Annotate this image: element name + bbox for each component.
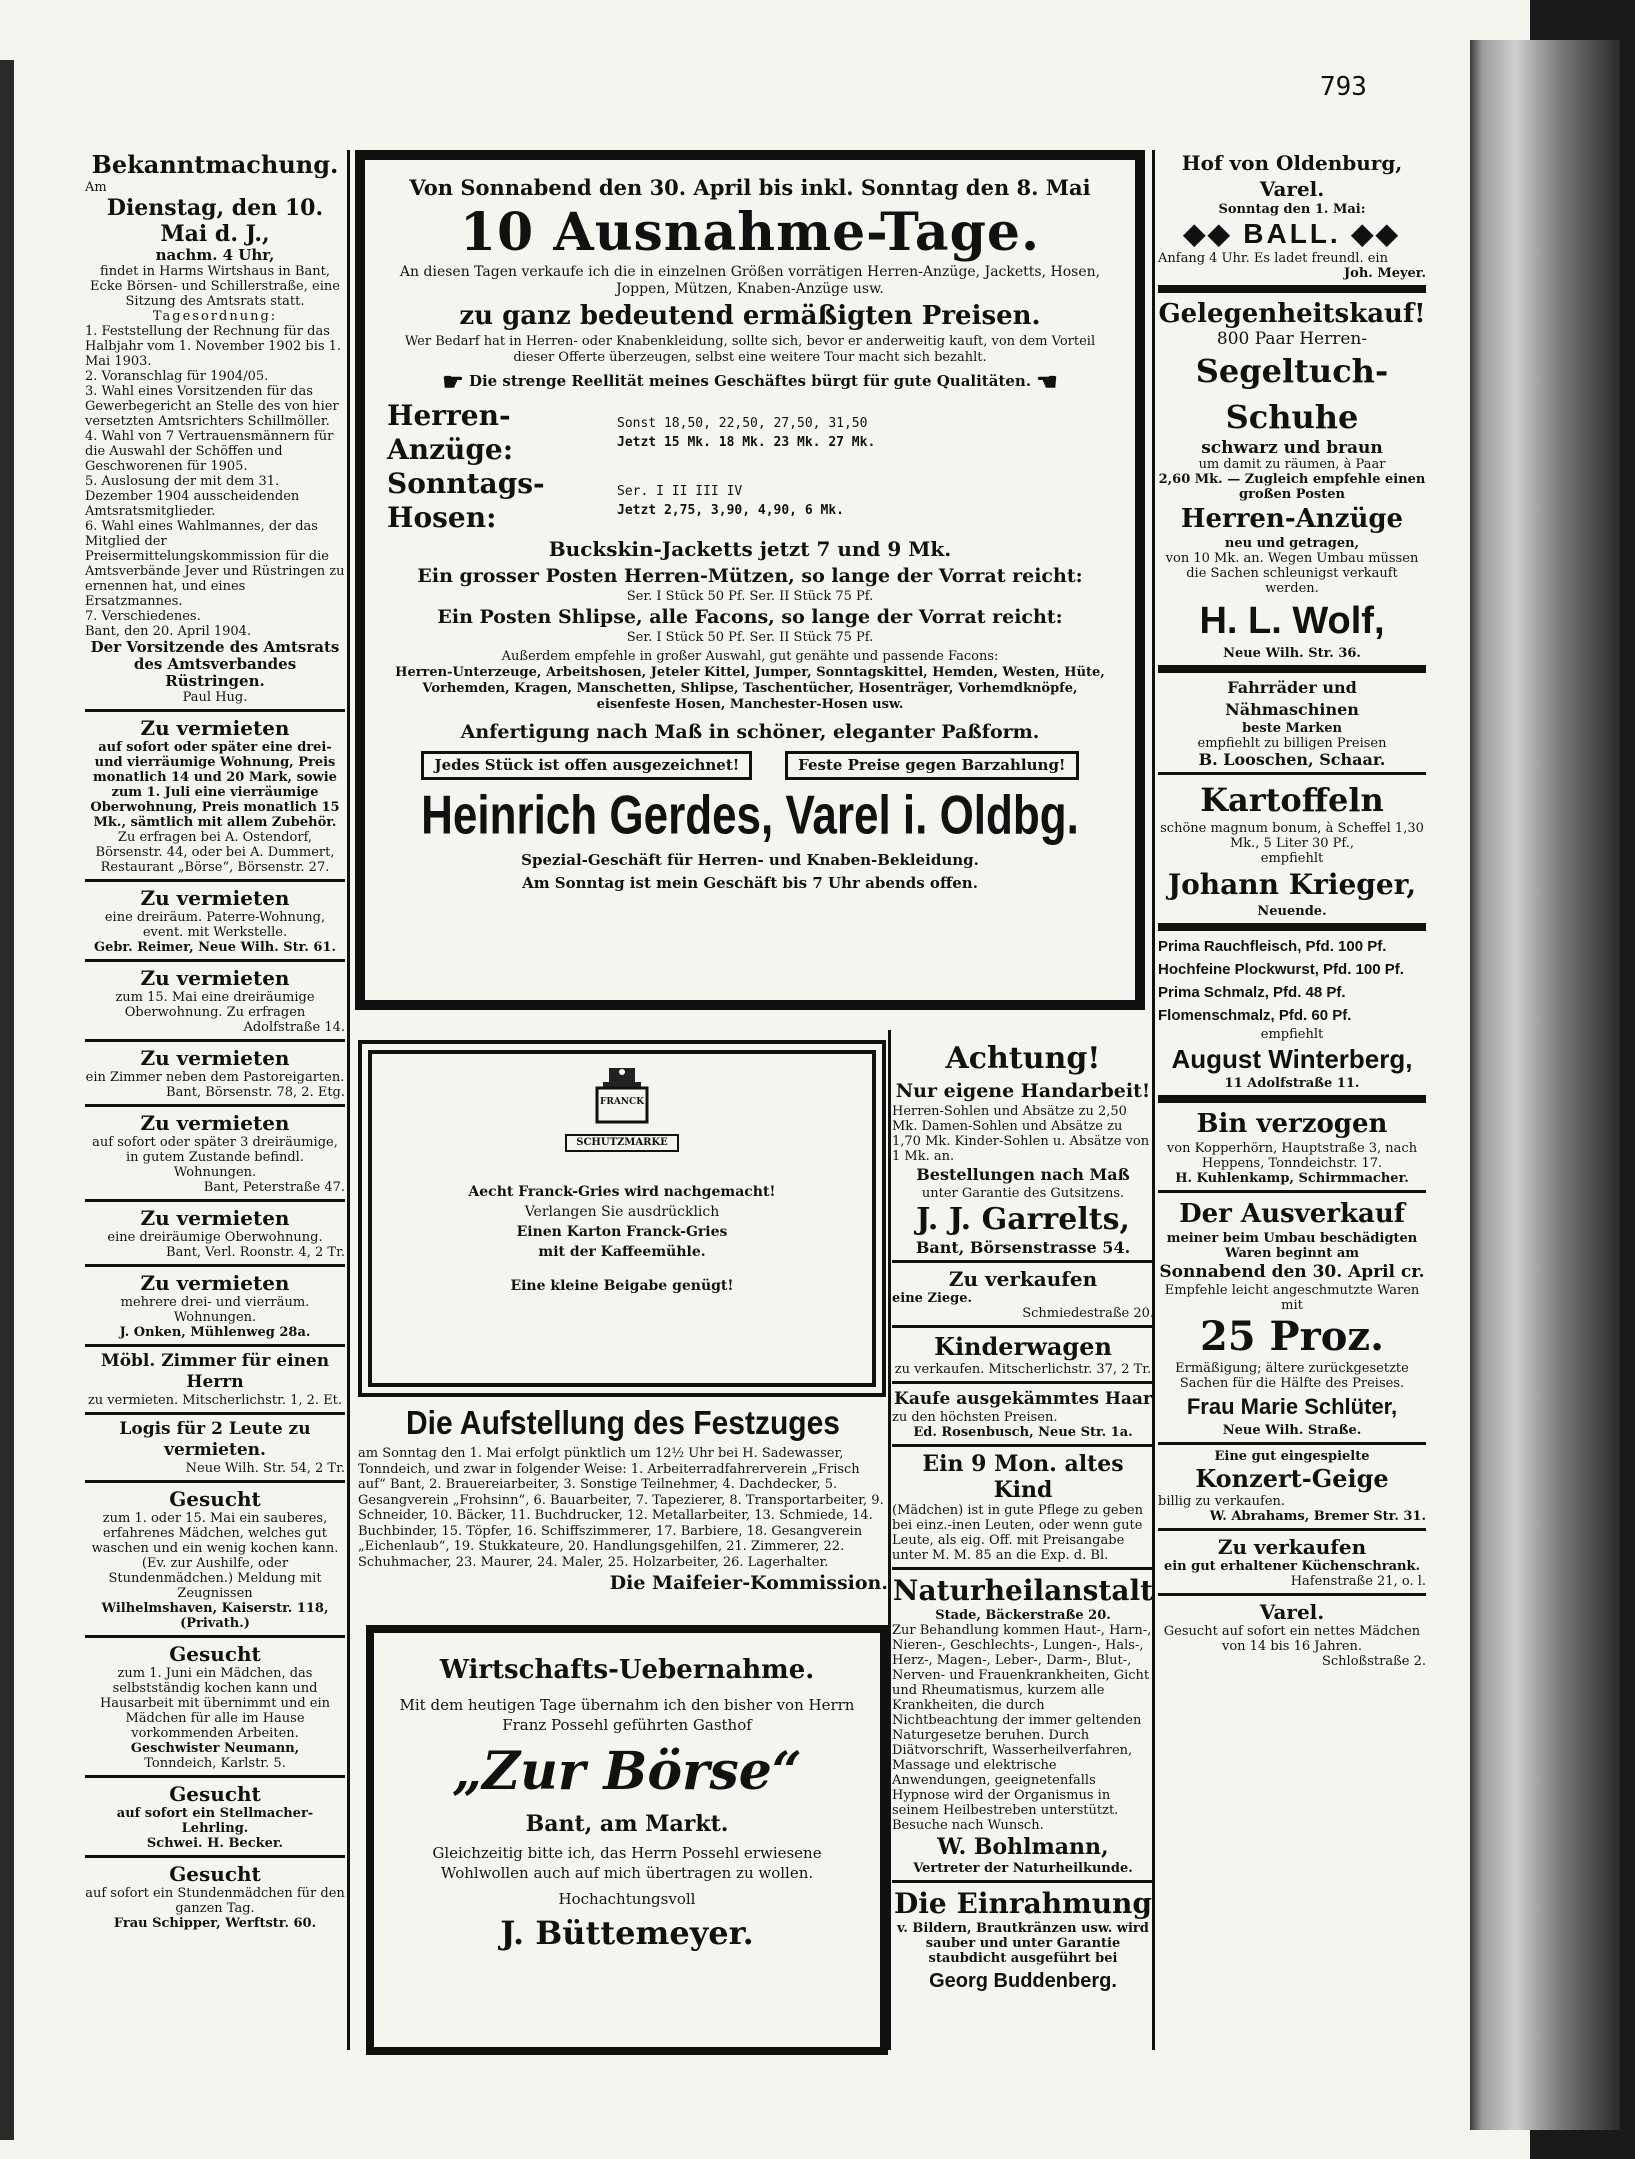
ad-reell: Die strenge Reellität meines Geschäftes bürgt für gute Qualitäten. (468, 372, 1032, 390)
ausv-date: Sonnabend den 30. April cr. (1159, 1262, 1425, 1282)
gel-paar: 800 Paar Herren- (1216, 329, 1368, 349)
festzug-title: Die Aufstellung des Festzuges (406, 1405, 840, 1442)
ad-sig: Schwei. H. Becker. (146, 1836, 284, 1851)
ad-text: zum 15. Mai eine dreiräumige Oberwohnung. Zu erfragen (115, 990, 315, 1020)
verz-sig: H. Kuhlenkamp, Schirmmacher. (1175, 1171, 1409, 1186)
neuende: Neuende. (1257, 904, 1327, 919)
festzug-text: am Sonntag den 1. Mai erfolgt pünktlich um 12½ Uhr bei H. Sadewasser, Tonndeich, und zwar in folgender Weise: 1. Arbeiterradfahrerverein „Frisch auf“ Bant, 2. Brauereiarbeiter, 3. Sonstige Teilnehmer, 4. Dachdecker, 5. Gesangverein „Frohsinn“, 6. Bauarbeiter, 7. Tapezierer, 8. Transportarbeiter, 9. Schneider, 10. Bäcker, 11. Buchdrucker, 12. Metallarbeiter, 13. Schmiede, 14. Buchbinder, 15. Töpfer, 16. Schiffszimmerer, 17. Barbiere, 18. Gesangverein „Eichenlaub“, 19. Stukkateure, 20. Handlungsgehilfen, 21. Zimmerer, 22. Schuhmacher, 23. Maurer, 24. Maler, 25. Holzarbeiter, 26. Lagerhalter. (358, 1446, 884, 1570)
ad-text: Zu erfragen bei A. Ostendorf, Börsenstr. 44, oder bei A. Dummert, Restaurant „Börse“, Börsenstr. 27. (95, 830, 335, 875)
ad-headline: 10 Ausnahme-Tage. (459, 202, 1041, 263)
ad-sig: W. Bohlmann, (937, 1834, 1109, 1860)
ad-title: Naturheilanstalt (892, 1574, 1154, 1607)
fahr-title: Fahrräder und Nähmaschinen (1225, 678, 1359, 719)
anzuege-jetzt: Jetzt 15 Mk. 18 Mk. 23 Mk. 27 Mk. (617, 435, 876, 450)
schutzmarke: SCHUTZMARKE (565, 1134, 679, 1152)
bek-item: 4. Wahl von 7 Vertrauensmännern für die Auswahl der Schöffen und Geschworenen für 1905. (85, 429, 334, 474)
ad-sig: Frau Schipper, Werftstr. 60. (113, 1916, 317, 1931)
wirt-text: Gleichzeitig bitte ich, das Herrn Possehl erwiesene Wohlwollen auch auf mich übertragen zu wollen. (432, 1844, 822, 1882)
bek-intro: findet in Harms Wirtshaus in Bant, Ecke Börsen- und Schillerstraße, eine Sitzung des Amtsrats statt. (90, 264, 340, 309)
hosen-jetzt: Jetzt 2,75, 3,90, 4,90, 6 Mk. (617, 503, 844, 518)
geige-text: Eine gut eingespielte (1214, 1449, 1370, 1464)
gel-herren: Herren-Anzüge (1180, 504, 1404, 534)
varel-text: Gesucht auf sofort ein nettes Mädchen von 14 bis 16 Jahren. (1163, 1624, 1421, 1654)
vk-addr: Hafenstraße 21, o. l. (1290, 1574, 1426, 1589)
franck-line: Aecht Franck-Gries wird nachgemacht! (468, 1184, 776, 1200)
ad-title: Gesucht (169, 1862, 261, 1886)
ad-title: Zu vermieten (140, 1271, 290, 1295)
geige-sig: W. Abrahams, Bremer Str. 31. (1209, 1509, 1426, 1524)
ad-title: Gesucht (169, 1487, 261, 1511)
bek-signer: des Amtsverbandes Rüstringen. (133, 655, 297, 690)
fahr-text: beste Marken (1242, 721, 1342, 736)
ad-text: Wer Bedarf hat in Herren- oder Knabenkleidung, sollte sich, bevor er anderweitig kauft, von dem Vorteil dieser Offerte überzeugen, selbst eine weitere Tour macht sich bezahlt. (404, 334, 1096, 365)
ad-title: Zu vermieten (140, 886, 290, 910)
ad-title: Zu verkaufen (948, 1267, 1098, 1291)
label-box: Jedes Stück ist offen ausgezeichnet! (421, 751, 752, 780)
ad-sig: Gebr. Reimer, Neue Wilh. Str. 61. (93, 940, 337, 955)
ad-sig: Vertreter der Naturheilkunde. (913, 1861, 1133, 1876)
achtung: Achtung! (945, 1041, 1101, 1076)
segeltuch: Segeltuch-Schuhe (1195, 352, 1389, 436)
geige-title: Konzert-Geige (1195, 1464, 1389, 1493)
ad-sig: Bant, Peterstraße 47. (203, 1180, 345, 1195)
hosen-ser: Ser. I II III IV (617, 484, 743, 499)
column-right (1158, 150, 1426, 1669)
bek-signer: Paul Hug. (182, 690, 248, 705)
ad-sig: Georg Buddenberg. (929, 1970, 1117, 1992)
schlips: Ein Posten Shlipse, alle Facons, so lange der Vorrat reicht: (437, 606, 1063, 628)
ad-sig: Bant, Börsenstr. 78, 2. Etg. (166, 1085, 345, 1100)
book-edge (1470, 40, 1620, 2130)
geige-text: billig zu verkaufen. (1158, 1494, 1286, 1509)
franck-line: Einen Karton Franck-Gries (516, 1224, 728, 1240)
ad-text: mehrere drei- und vierräum. Wohnungen. (120, 1295, 310, 1325)
ad-text: zu verkaufen. Mitscherlichstr. 37, 2 Tr. (894, 1362, 1152, 1377)
spezial: Spezial-Geschäft für Herren- und Knaben-Bekleidung. (521, 851, 979, 869)
gel-von: von 10 Mk. an. Wegen Umbau müssen die Sachen schleunigst verkauft werden. (1165, 551, 1419, 596)
vk-text: ein gut erhaltener Küchenschrank. (1163, 1559, 1421, 1574)
schl-addr: Neue Wilh. Straße. (1222, 1423, 1362, 1438)
wirt-name: „Zur Börse“ (452, 1741, 802, 1802)
bek-tages: Tagesordnung: (152, 309, 278, 324)
ad-title: Ein 9 Mon. altes Kind (922, 1451, 1124, 1503)
price-item: Flomenschmalz, Pfd. 60 Pf. (1158, 1007, 1352, 1024)
ad-sig: Tonndeich, Karlstr. 5. (144, 1756, 286, 1771)
ad-title: Gesucht (169, 1642, 261, 1666)
fahr-text: empfiehlt zu billigen Preisen (1197, 736, 1387, 751)
wirt-hoch: Hochachtungsvoll (558, 1890, 696, 1908)
bek-date: Dienstag, den 10. Mai d. J., (106, 195, 324, 247)
wolf-addr: Neue Wilh. Str. 36. (1223, 646, 1361, 661)
ad-intro: An diesen Tagen verkaufe ich die in einzelnen Größen vorrätigen Herren-Anzüge, Jacketts, Hosen, Joppen, Mützen, Knaben-Anzüge usw. (399, 264, 1101, 297)
ad-title: Zu vermieten (140, 1206, 290, 1230)
ad-text: auf sofort oder später 3 dreiräumige, in gutem Zustande befindl. Wohnungen. (92, 1135, 338, 1180)
hof-date: Sonntag den 1. Mai: (1218, 202, 1366, 217)
binding-edge (0, 60, 14, 2140)
wb-empf: empfiehlt (1260, 1027, 1324, 1042)
garrelts: J. J. Garrelts, (916, 1202, 1130, 1237)
muetzen: Ein grosser Posten Herren-Mützen, so lange der Vorrat reicht: (417, 565, 1083, 587)
schlueter: Frau Marie Schlüter, (1186, 1394, 1398, 1419)
wirtschafts-advertisement (366, 1625, 888, 2055)
varel-title: Varel. (1259, 1600, 1325, 1624)
anzuege-sonst: Sonst 18,50, 22,50, 27,50, 31,50 (617, 416, 868, 431)
verz-text: von Kopperhörn, Hauptstraße 3, nach Heppens, Tonndeichstr. 17. (1166, 1141, 1418, 1171)
hof-sig: Joh. Meyer. (1344, 266, 1426, 281)
franck-line: Verlangen Sie ausdrücklich (524, 1204, 720, 1220)
coffee-mill-icon (587, 1066, 657, 1126)
ball: ◆◆ BALL. ◆◆ (1183, 218, 1401, 249)
ad-sig: Wilhelmshaven, Kaiserstr. 118, (Privath.) (101, 1601, 329, 1631)
ausserdem: Außerdem empfehle in großer Auswahl, gut genähte und passende Facons: (501, 649, 999, 664)
ad-title: Zu vermieten (140, 1111, 290, 1135)
ad-text: zu den höchsten Preisen. (892, 1410, 1058, 1425)
ad-text: eine dreiräum. Paterre-Wohnung, event. mit Werkstelle. (104, 910, 326, 940)
ad-text: eine Ziege. (892, 1291, 973, 1306)
bek-item: 7. Verschiedenes. (85, 609, 201, 624)
column-center-right (892, 1040, 1154, 1996)
ad-text: zum 1. oder 15. Mai ein sauberes, erfahrenes Mädchen, welches gut waschen und ein wenig kochen kann. (Ev. zur Aushilfe, oder Stundenmädchen.) Meldung mit Zeugnissen (91, 1511, 339, 1601)
column-rule (347, 150, 350, 2050)
franck-line: Eine kleine Beigabe genügt! (510, 1278, 734, 1294)
vk-title: Zu verkaufen (1217, 1535, 1367, 1559)
gel-text: um damit zu räumen, à Paar (1198, 457, 1386, 472)
ausv-text: meiner beim Umbau beschädigten Waren beginnt am (1166, 1231, 1418, 1261)
ad-addr: Stade, Bäckerstraße 20. (935, 1608, 1111, 1623)
page-number: 793 (1320, 72, 1367, 102)
ad-text: ein Zimmer neben dem Pastoreigarten. (85, 1070, 345, 1085)
ad-sig: Ed. Rosenbusch, Neue Str. 1a. (913, 1425, 1133, 1440)
hosen-label: Sonntags-Hosen: (387, 467, 545, 534)
hof-title: Hof von Oldenburg, Varel. (1181, 151, 1403, 201)
gel-title: Gelegenheitskauf! (1158, 299, 1426, 329)
garrelts-addr: Bant, Börsenstrasse 54. (915, 1238, 1131, 1257)
bek-am: Am (85, 180, 107, 195)
wb-addr: 11 Adolfstraße 11. (1224, 1076, 1360, 1091)
ad-title: Zu vermieten (140, 1046, 290, 1070)
ad-title: Die Einrahmung (894, 1887, 1152, 1920)
wirt-place: Bant, am Markt. (525, 1811, 729, 1837)
ad-text: zum 1. Juni ein Mädchen, das selbstständig kochen kann und Hausarbeit mit übernimmt und ein Mädchen für alle im Hause vorkommenden Arbeiten. (99, 1666, 331, 1741)
ad-text: v. Bildern, Brautkränzen usw. wird sauber und unter Garantie staubdicht ausgeführt bei (897, 1921, 1149, 1966)
bek-bant-date: Bant, den 20. April 1904. (85, 624, 252, 639)
ad-text: (Mädchen) ist in gute Pflege zu geben bei einz.-inen Leuten, oder wenn gute Leute, als eig. Off. mit Preisangabe unter M. M. 85 an die Exp. d. Bl. (892, 1503, 1143, 1563)
sohlen-prices: Herren-Sohlen und Absätze zu 2,50 Mk. Damen-Sohlen und Absätze zu 1,70 Mk. Kinder-Sohlen u. Absätze von 1 Mk. an. (892, 1104, 1150, 1164)
ad-addr: Schmiedestraße 20. (1022, 1306, 1154, 1321)
varel-addr: Schloßstraße 2. (1322, 1654, 1426, 1669)
gel-farbe: schwarz und braun (1201, 438, 1383, 458)
ad-sig: Bant, Verl. Roonstr. 4, 2 Tr. (166, 1245, 345, 1260)
ad-text: auf sofort oder später eine drei- und vierräumige Wohnung, Preis monatlich 14 und 20 Mark, sowie zum 1. Juli eine vierräumige Oberwohnung, Preis monatlich 15 Mk., sämtlich mit allem Zubehör. (90, 740, 340, 830)
winterberg: August Winterberg, (1171, 1044, 1413, 1074)
krieger: Johann Krieger, (1167, 868, 1417, 901)
ausv-title: Der Ausverkauf (1179, 1199, 1405, 1229)
anfertigung: Anfertigung nach Maß in schöner, eleganter Paßform. (460, 721, 1040, 743)
ad-title: Zu vermieten (140, 716, 290, 740)
ad-text: auf sofort ein Stundenmädchen für den ganzen Tag. (85, 1886, 345, 1916)
sonntag-hours: Am Sonntag ist mein Geschäft bis 7 Uhr abends offen. (522, 874, 978, 892)
ad-title: Zu vermieten (140, 966, 290, 990)
wolf: H. L. Wolf, (1199, 600, 1385, 642)
ad-title: Logis für 2 Leute zu vermieten. (119, 1419, 311, 1460)
ad-dates: Von Sonnabend den 30. April bis inkl. Sonntag den 8. Mai (409, 175, 1091, 200)
ad-text: eine dreiräumige Oberwohnung. (107, 1230, 323, 1245)
kart-title: Kartoffeln (1200, 781, 1384, 819)
bestellungen: Bestellungen nach Maß (916, 1165, 1130, 1184)
wirt-title: Wirtschafts-Uebernahme. (439, 1655, 815, 1685)
schlips-prices: Ser. I Stück 50 Pf. Ser. II Stück 75 Pf. (626, 630, 874, 645)
product-list: Herren-Unterzeuge, Arbeitshosen, Jeteler Kittel, Jumper, Sonntagskittel, Hemden, Westen, Hüte, Vorhemden, Kragen, Manschetten, Shlipse, Taschentücher, Hosenträger, Vorhemdknöpfe, eisenfeste Hosen, Manchester-Hosen usw. (395, 665, 1105, 712)
pointing-hand-icon: ☛ (442, 367, 464, 396)
proz: 25 Proz. (1199, 1313, 1385, 1360)
festzug-notice (358, 1402, 888, 1596)
price-item: Hochfeine Plockwurst, Pfd. 100 Pf. (1158, 961, 1404, 978)
pointing-hand-icon: ☚ (1036, 367, 1058, 396)
mill-label: FRANCK (599, 1097, 645, 1107)
ad-sig: Adolfstraße 14. (243, 1020, 345, 1035)
wirt-text: Mit dem heutigen Tage übernahm ich den bisher von Herrn Franz Possehl geführten Gasthof (399, 1696, 855, 1734)
column-rule (888, 1030, 891, 2050)
franck-line: mit der Kaffeemühle. (538, 1244, 706, 1260)
garantie: unter Garantie des Gutsitzens. (921, 1186, 1125, 1201)
ad-sig: J. Onken, Mühlenweg 28a. (119, 1325, 311, 1340)
ad-text: Neue Wilh. Str. 54, 2 Tr. (185, 1461, 345, 1476)
ad-title: Möbl. Zimmer für einen Herrn (100, 1351, 330, 1392)
bek-signer: Der Vorsitzende des Amtsrats (90, 638, 340, 656)
festzug-sig: Die Maifeier-Kommission. (609, 1572, 888, 1594)
ad-text: zu vermieten. Mitscherlichstr. 1, 2. Et. (87, 1393, 343, 1408)
bek-item: 3. Wahl eines Vorsitzenden für das Gewerbegericht an Stelle des von hier versetzten Amtsrichters Schillmöller. (85, 384, 339, 429)
anzuege-label: Herren-Anzüge: (387, 399, 514, 466)
ad-sig: Geschwister Neumann, (130, 1741, 300, 1756)
kart-empf: empfiehlt (1260, 851, 1324, 866)
gerdes-advertisement (355, 150, 1145, 1010)
ad-title: Kinderwagen (934, 1332, 1112, 1361)
wirt-sig: J. Büttemeyer. (500, 1914, 754, 1952)
bek-item: 6. Wahl eines Wahlmannes, der das Mitglied der Preisermittelungskommission für die Amtsverbände Jever und Rüstringen zu ernennen hat, und eines Ersatzmannes. (85, 519, 345, 609)
muetzen-prices: Ser. I Stück 50 Pf. Ser. II Stück 75 Pf. (626, 589, 874, 604)
ausv-text: Ermäßigung; ältere zurückgesetzte Sachen für die Hälfte des Preises. (1175, 1361, 1409, 1391)
column-left (85, 150, 345, 1931)
shop-name: Heinrich Gerdes, Varel i. Oldbg. (421, 784, 1079, 846)
bek-title: Bekanntmachung. (91, 150, 339, 179)
hof-anfang: Anfang 4 Uhr. Es ladet freundl. ein (1158, 251, 1388, 266)
ad-text: Zur Behandlung kommen Haut-, Harn-, Nieren-, Geschlechts-, Lungen-, Hals-, Herz-, Magen-, Leber-, Darm-, Blut-, Nerven- und Frauenkrankheiten, Gicht und Rheumatismus, kurzem alle Krankheiten, die durch Nichtbeachtung der immer geltenden Naturgesetze beruhen. Durch Diätvorschrift, Wasserheilverfahren, Massage und elektrische Anwendungen, geeignetenfalls Hypnose wird der Organismus in seinem Heilbestreben unterstützt. Besuche nach Wunsch. (892, 1623, 1152, 1833)
verz-title: Bin verzogen (1196, 1109, 1388, 1139)
price-item: Prima Schmalz, Pfd. 48 Pf. (1158, 984, 1346, 1001)
fahr-sig: B. Looschen, Schaar. (1198, 750, 1386, 769)
label-box: Feste Preise gegen Barzahlung! (785, 751, 1078, 780)
handarbeit: Nur eigene Handarbeit! (895, 1080, 1151, 1102)
kart-text: schöne magnum bonum, à Scheffel 1,30 Mk., 5 Liter 30 Pf., (1160, 821, 1424, 851)
ad-title: Kaufe ausgekämmtes Haar (894, 1389, 1152, 1409)
ausv-text: Empfehle leicht angeschmutzte Waren mit (1164, 1283, 1420, 1313)
gel-neu: neu und getragen, (1224, 536, 1360, 551)
bek-item: 5. Auslosung der mit dem 31. Dezember 1904 ausscheidenden Amtsratsmitglieder. (85, 474, 300, 519)
gel-preis: 2,60 Mk. — Zugleich empfehle einen großen Posten (1158, 472, 1426, 502)
ad-headline-2: zu ganz bedeutend ermäßigten Preisen. (459, 301, 1041, 331)
bek-item: 2. Voranschlag für 1904/05. (85, 369, 269, 384)
buckskin: Buckskin-Jacketts jetzt 7 und 9 Mk. (548, 537, 952, 561)
price-item: Prima Rauchfleisch, Pfd. 100 Pf. (1158, 938, 1387, 955)
bek-item: 1. Feststellung der Rechnung für das Halbjahr vom 1. November 1902 bis 1. Mai 1903. (85, 324, 342, 369)
bek-time: nachm. 4 Uhr, (155, 246, 275, 264)
franck-advertisement (358, 1040, 886, 1397)
ad-text: auf sofort ein Stellmacher-Lehrling. (116, 1806, 314, 1836)
ad-title: Gesucht (169, 1782, 261, 1806)
